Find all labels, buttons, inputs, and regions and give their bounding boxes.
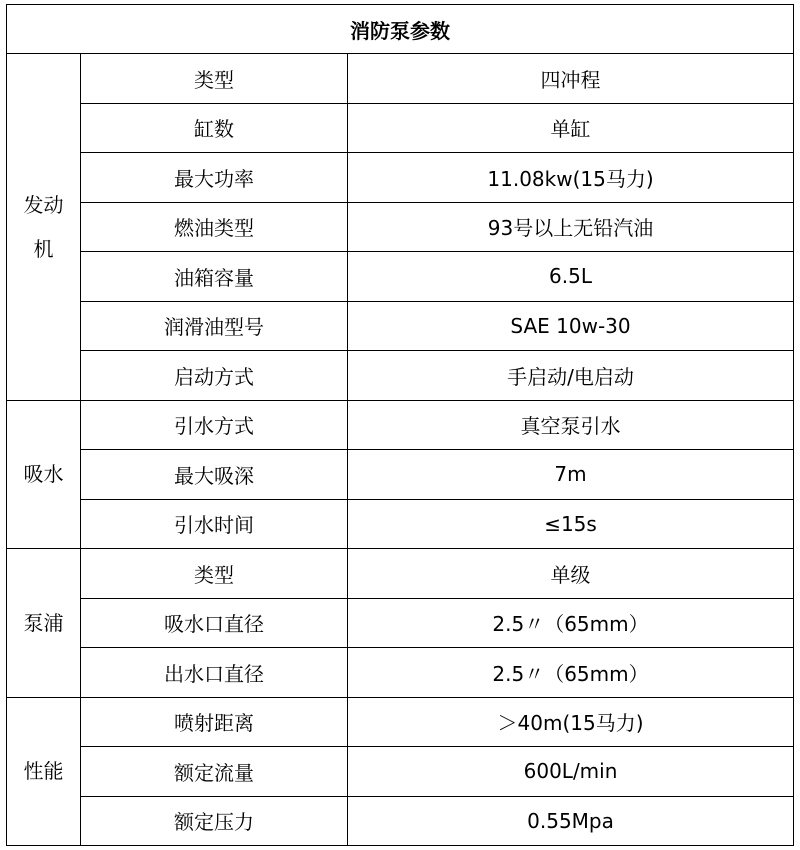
param-value-cell: SAE 10w-30 xyxy=(348,301,794,351)
param-name-cell: 引水方式 xyxy=(81,400,348,450)
table-row xyxy=(7,598,794,648)
table-row xyxy=(7,252,794,302)
param-value-cell: 手启动/电启动 xyxy=(348,351,794,401)
group-label xyxy=(7,54,81,401)
param-value-cell: 0.55Mpa xyxy=(348,796,794,846)
group-label xyxy=(7,400,81,549)
param-name-cell: 吸水口直径 xyxy=(81,598,348,648)
param-name-cell: 额定流量 xyxy=(81,747,348,797)
table-row xyxy=(7,499,794,549)
table-row xyxy=(7,54,794,104)
param-value-cell: ≤15s xyxy=(348,499,794,549)
group-label-line: 发动 xyxy=(23,192,64,217)
table-row xyxy=(7,549,794,599)
table-title: 消防泵参数 xyxy=(7,5,794,54)
table-row xyxy=(7,400,794,450)
table-row xyxy=(7,796,794,846)
param-name-cell: 燃油类型 xyxy=(81,202,348,252)
param-name-cell: 油箱容量 xyxy=(81,252,348,302)
table-row xyxy=(7,153,794,203)
table-row xyxy=(7,351,794,401)
param-value-cell: 单级 xyxy=(348,549,794,599)
param-value-cell: 四冲程 xyxy=(348,54,794,104)
table-row xyxy=(7,697,794,747)
param-name-cell: 最大功率 xyxy=(81,153,348,203)
table-row xyxy=(7,202,794,252)
table-row xyxy=(7,648,794,698)
title-row xyxy=(7,5,794,54)
param-value-cell: 6.5L xyxy=(348,252,794,302)
param-value-cell: 7m xyxy=(348,450,794,500)
param-name-cell: 类型 xyxy=(81,549,348,599)
param-name-cell: 出水口直径 xyxy=(81,648,348,698)
group-label-line: 性能 xyxy=(23,759,64,784)
param-name-cell: 润滑油型号 xyxy=(81,301,348,351)
param-value-cell: 2.5〃（65mm） xyxy=(348,598,794,648)
group-label-line: 吸水 xyxy=(23,462,64,487)
table-row xyxy=(7,103,794,153)
param-name-cell: 启动方式 xyxy=(81,351,348,401)
table-row xyxy=(7,450,794,500)
param-value-cell: 单缸 xyxy=(348,103,794,153)
param-value-cell: 真空泵引水 xyxy=(348,400,794,450)
param-name-cell: 缸数 xyxy=(81,103,348,153)
param-name-cell: 喷射距离 xyxy=(81,697,348,747)
group-label-line: 泵浦 xyxy=(23,610,64,635)
group-label-line: 机 xyxy=(33,236,54,261)
param-value-cell: ＞40m(15马力) xyxy=(348,697,794,747)
table-row xyxy=(7,301,794,351)
param-value-cell: 93号以上无铅汽油 xyxy=(348,202,794,252)
param-value-cell: 600L/min xyxy=(348,747,794,797)
param-name-cell: 引水时间 xyxy=(81,499,348,549)
group-label xyxy=(7,549,81,698)
group-label xyxy=(7,697,81,846)
table-row xyxy=(7,747,794,797)
param-name-cell: 额定压力 xyxy=(81,796,348,846)
param-value-cell: 2.5〃（65mm） xyxy=(348,648,794,698)
param-name-cell: 最大吸深 xyxy=(81,450,348,500)
spec-body xyxy=(7,54,794,846)
fire-pump-spec-table xyxy=(6,4,794,846)
param-value-cell: 11.08kw(15马力) xyxy=(348,153,794,203)
param-name-cell: 类型 xyxy=(81,54,348,104)
